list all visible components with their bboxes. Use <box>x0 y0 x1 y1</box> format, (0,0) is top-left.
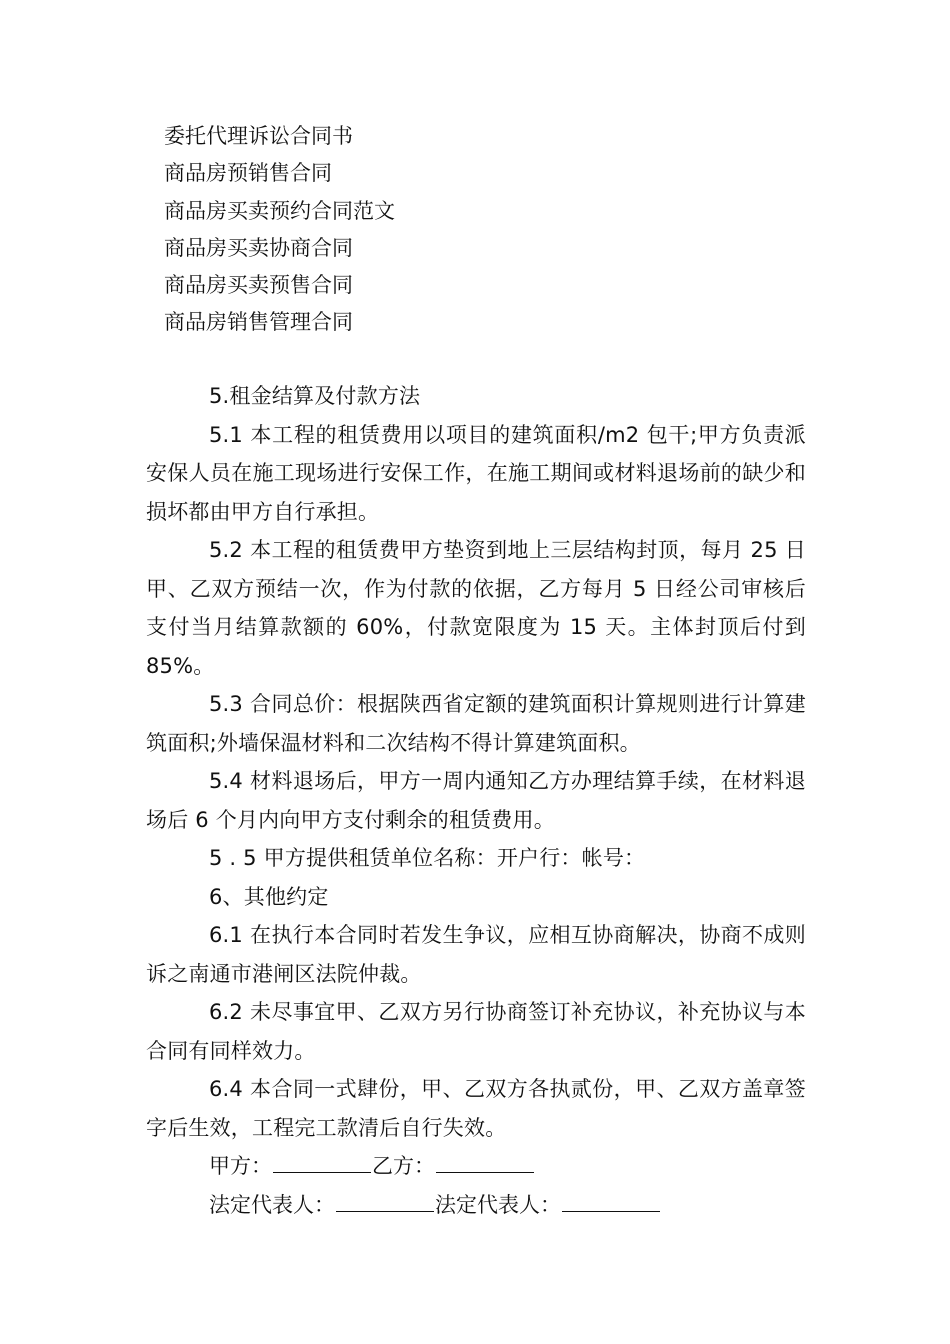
party-b-blank[interactable] <box>436 1150 534 1173</box>
clause-6-1: 6.1 在执行本合同时若发生争议，应相互协商解决，协商不成则诉之南通市港闸区法院仲裁。 <box>146 923 806 986</box>
clause-6-4: 6.4 本合同一式肆份，甲、乙双方各执贰份，甲、乙双方盖章签字后生效，工程完工款清后自行失效。 <box>146 1077 806 1140</box>
clause-5-1: 5.1 本工程的租赁费用以项目的建筑面积/m2 包干;甲方负责派安保人员在施工现场进行安保工作，在施工期间或材料退场前的缺少和损坏都由甲方自行承担。 <box>146 422 806 524</box>
related-link-5[interactable]: 商品房买卖预售合同 <box>164 273 353 298</box>
related-contracts-list <box>164 118 584 342</box>
clause-6-2: 6.2 未尽事宜甲、乙双方另行协商签订补充协议，补充协议与本合同有同样效力。 <box>146 1000 806 1063</box>
rep-b-blank[interactable] <box>562 1189 660 1212</box>
rep-b-label: 法定代表人： <box>435 1192 561 1217</box>
related-link-6[interactable]: 商品房销售管理合同 <box>164 310 353 335</box>
related-link-3[interactable]: 商品房买卖预约合同范文 <box>164 198 395 223</box>
representative-signature-line <box>146 1186 806 1225</box>
party-a-blank[interactable] <box>273 1150 371 1173</box>
section-5-heading: 5.租金结算及付款方法 <box>209 384 421 408</box>
contract-body <box>146 377 806 1224</box>
party-b-label: 乙方： <box>372 1154 435 1178</box>
clause-5-2: 5.2 本工程的租赁费甲方垫资到地上三层结构封顶，每月 25 日甲、乙双方预结一次，作为付款的依据，乙方每月 5 日经公司审核后支付当月结算款额的 60%，付款宽限度为 15 天。主体封顶后付到 85%。 <box>146 538 806 678</box>
party-signature-line <box>146 1147 806 1186</box>
related-link-4[interactable]: 商品房买卖协商合同 <box>164 235 353 260</box>
rep-a-blank[interactable] <box>336 1189 434 1212</box>
related-link-2[interactable]: 商品房预销售合同 <box>164 161 332 186</box>
clause-5-4: 5.4 材料退场后，甲方一周内通知乙方办理结算手续，在材料退场后 6 个月内向甲方支付剩余的租赁费用。 <box>146 769 806 832</box>
section-6-heading: 6、其他约定 <box>209 884 329 909</box>
rep-a-label: 法定代表人： <box>209 1192 335 1217</box>
clause-5-5: 5 . 5 甲方提供租赁单位名称：开户行：帐号： <box>209 846 646 870</box>
related-link-1[interactable]: 委托代理诉讼合同书 <box>164 124 353 148</box>
clause-5-3: 5.3 合同总价：根据陕西省定额的建筑面积计算规则进行计算建筑面积;外墙保温材料和二次结构不得计算建筑面积。 <box>146 692 806 755</box>
party-a-label: 甲方： <box>209 1154 272 1178</box>
